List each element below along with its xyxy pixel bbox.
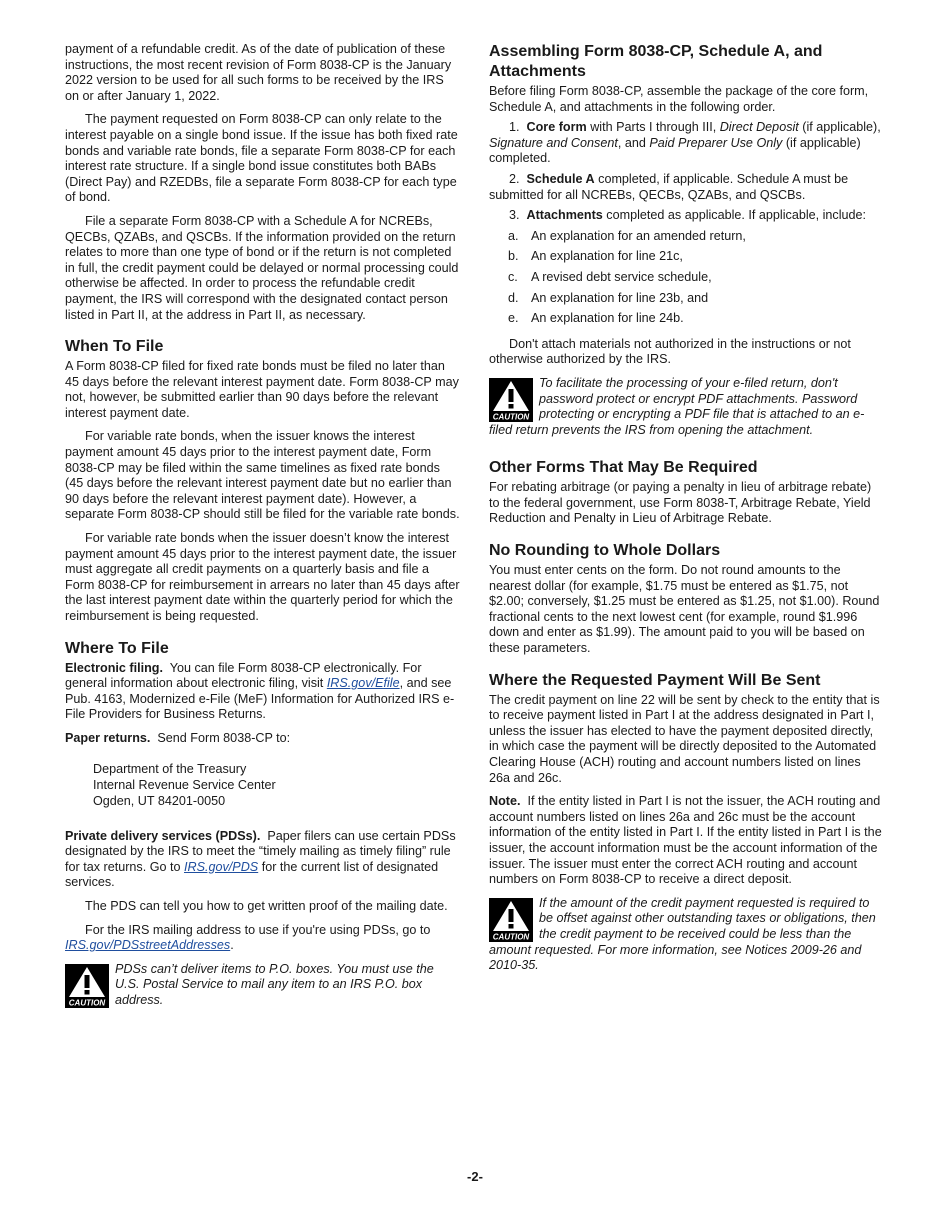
bold-label: Paper returns. [65, 730, 151, 745]
paragraph: The PDS can tell you how to get written proof of the mailing date. [85, 898, 448, 913]
list-item [489, 172, 885, 203]
item-text: An explanation for line 21c, [531, 249, 683, 264]
item-number: 1. [509, 120, 520, 135]
text: (if applicable) completed. [489, 135, 861, 166]
text: , and [617, 135, 646, 150]
link-pds[interactable]: IRS.gov/PDS [184, 859, 259, 874]
paragraph: Don't attach materials not authorized in the instructions or not otherwise authorized by the IRS. [489, 336, 851, 367]
text: If the entity listed in Part I is not the issuer, the ACH routing and account numbers listed on lines 26a and 26c must be the account information of the entity listed in Part I. If the entity listed in Part I is the issuer, the account information must be the account information of the issuer. The issuer must enter the correct ACH routing and account numbers on Form 8038-CP to receive a direct deposit. [489, 794, 882, 887]
text: Paper filers can use certain PDSs designated by the IRS to meet the “timely mailing as timely filing” rule for tax returns. Go to [65, 828, 456, 874]
caution-text: If the amount of the credit payment requested is required to be offset against other outstanding taxes or obligations, then the credit payment to be received could be less than the amount requested. For more information, see Notices 2009-26 and 2010-35. [489, 895, 876, 973]
right-column [489, 42, 885, 984]
left-column [65, 42, 460, 1019]
italic-text: Paid Preparer Use Only [649, 135, 783, 150]
text: You can file Form 8038-CP electronically. For general information about electronic filing, visit [65, 660, 422, 691]
paragraph: Before filing Form 8038-CP, assemble the package of the core form, Schedule A, and attachments in the following order. [489, 84, 869, 114]
italic-text: Direct Deposit [719, 120, 799, 135]
bold-label: Private delivery services (PDSs). [65, 828, 261, 843]
list-item [489, 291, 885, 307]
list-item [489, 208, 885, 224]
paragraph: payment of a refundable credit. As of the date of publication of these instructions, the most recent revision of Form 8038-CP is the January 2022 version to be used for all such forms to be received by the IRS on or after January 1, 2022. [65, 42, 452, 103]
mailing-address [93, 761, 460, 809]
paragraph: The credit payment on line 22 will be sent by check to the entity that is to receive payment listed in Part I at the address designated in Part I, unless the issuer has elected to have the payment deposited directly, in which case the payment will be directly deposited to the Automated Clearing House (ACH) routing and account numbers listed on lines 26a and 26c. [489, 692, 880, 785]
text: . [230, 938, 234, 953]
item-label: a. [508, 228, 519, 243]
electronic-filing-paragraph [65, 661, 460, 723]
text: Send Form 8038-CP to: [157, 730, 291, 745]
text: for the current list of designated services. [65, 859, 439, 890]
item-text: A revised debt service schedule, [531, 269, 712, 284]
heading-when-to-file: When To File [65, 338, 164, 356]
caution-icon [65, 964, 109, 1008]
address-line: Ogden, UT 84201-0050 [93, 793, 226, 808]
heading-assembling: Assembling Form 8038-CP, Schedule A, and Attachments [489, 43, 823, 80]
item-number: 2. [509, 171, 520, 186]
caution-word: CAUTION [68, 998, 106, 1008]
bold-label: Schedule A [526, 171, 595, 186]
item-label: d. [508, 290, 519, 305]
list-item [489, 229, 885, 245]
caution-word: CAUTION [492, 412, 530, 422]
item-label: c. [508, 269, 518, 284]
list-item [489, 311, 885, 327]
item-label: b. [508, 249, 519, 264]
caution-text: PDSs can’t deliver items to P.O. boxes. You must use the U.S. Postal Service to mail any item to an IRS P.O. box address. [115, 961, 434, 1007]
caution-note [489, 376, 885, 438]
text: completed, if applicable. Schedule A must be submitted for all NCREBs, QECBs, QZABs, and QSCBs. [489, 171, 849, 202]
item-text: An explanation for line 23b, and [531, 290, 709, 305]
heading-other-forms: Other Forms That May Be Required [489, 459, 758, 477]
bold-label: Electronic filing. [65, 660, 163, 675]
item-number: 3. [509, 208, 520, 223]
paper-returns-paragraph [65, 731, 460, 747]
link-pds-street-addresses[interactable]: IRS.gov/PDSstreetAddresses [65, 938, 231, 953]
address-line: Internal Revenue Service Center [93, 777, 276, 792]
paragraph: For variable rate bonds when the issuer doesn’t know the interest payment amount 45 days prior to the interest payment date, the issuer must aggregate all credit payments on a quarterly basis and file a Form 8038-CP for reimbursement in arrears no later than 45 days after the last interest payment date within the quarterly period for which the reimbursement is being requested. [65, 531, 460, 623]
text: (if applicable), [802, 120, 881, 135]
text: , and see Pub. 4163, Modernized e-File (MeF) Information for Authorized IRS e-File Providers for Business Returns. [65, 676, 455, 722]
caution-icon [489, 378, 533, 422]
attachments-list [489, 229, 885, 327]
text: For the IRS mailing address to use if you're using PDSs, go to [85, 922, 431, 937]
bold-label: Core form [526, 120, 587, 135]
caution-note [65, 962, 460, 1009]
bold-label: Attachments [526, 208, 603, 223]
note-paragraph [489, 794, 885, 888]
address-line: Department of the Treasury [93, 761, 247, 776]
paragraph [65, 923, 460, 954]
paragraph: For variable rate bonds, when the issuer knows the interest payment amount 45 days prior to the interest payment date, Form 8038-CP may be filed within the same timelines as fixed rate bonds (45 days before the relevant interest payment date but no earlier than 90 days before the relevant interest payment date). However, a separate Form 8038-CP should still be filed for the variable rate bonds. [65, 429, 460, 522]
item-text: An explanation for line 24b. [531, 311, 684, 326]
text: completed as applicable. If applicable, include: [606, 208, 867, 223]
paragraph: File a separate Form 8038-CP with a Schedule A for NCREBs, QECBs, QZABs, and QSCBs. If the information provided on the return relates to more than one type of bond or if the return is not completed in full, the credit payment could be delayed or normal processing could otherwise be affected. In order to process the refundable credit payment, the IRS will correspond with the designated contact person listed in Part II, at the address in Part II, as necessary. [65, 213, 459, 322]
text: with Parts I through III, [590, 120, 717, 135]
heading-where-to-file: Where To File [65, 639, 169, 657]
paragraph: A Form 8038-CP filed for fixed rate bonds must be filed no later than 45 days before the relevant interest payment date. Form 8038-CP may not, however, be submitted earlier than 90 days before the relevant interest payment date. [65, 359, 459, 420]
caution-icon [489, 898, 533, 942]
heading-no-rounding: No Rounding to Whole Dollars [489, 542, 721, 560]
list-item [489, 270, 885, 286]
paragraph: For rebating arbitrage (or paying a penalty in lieu of arbitrage rebate) to the federal government, use Form 8038-T, Arbitrage Rebate, Yield Reduction and Penalty in Lieu of Arbitrage Rebate. [489, 480, 872, 526]
item-text: An explanation for an amended return, [531, 228, 746, 243]
item-label: e. [508, 311, 519, 326]
paragraph: The payment requested on Form 8038-CP can only relate to the interest payable on a single bond issue. If the issue has both fixed rate bonds and variable rate bonds, file a separate Form 8038-CP for each interest rate structure. If a single bond issue constitutes both BABs (Direct Pay) and RZEDBs, file a separate Form 8038-CP for each type of bond. [65, 112, 458, 205]
paragraph: You must enter cents on the form. Do not round amounts to the nearest dollar (for example, $1.75 must be entered as $1.75, not $2.00; conversely, $1.25 must be entered as $1.25, not $1.00). Round fractional cents to the next lowest cent (for example, round $1.996 down and enter as $1.99). The amount paid to you will be based on these parameters. [489, 563, 880, 656]
link-efile[interactable]: IRS.gov/Efile [326, 676, 400, 691]
italic-text: Signature and Consent [489, 135, 618, 150]
caution-word: CAUTION [492, 932, 530, 942]
list-item [489, 120, 885, 167]
pds-paragraph [65, 829, 460, 891]
page-number: -2- [467, 1169, 483, 1184]
heading-where-payment-sent: Where the Requested Payment Will Be Sent [489, 671, 821, 689]
list-item [489, 249, 885, 265]
bold-label: Note. [489, 794, 521, 809]
caution-note [489, 896, 885, 974]
caution-text: To facilitate the processing of your e-filed return, don't password protect or encrypt PDF attachments. Password protecting or encrypting a PDF file that is attached to an e-filed return prevents the IRS from opening the attachment. [489, 375, 865, 437]
